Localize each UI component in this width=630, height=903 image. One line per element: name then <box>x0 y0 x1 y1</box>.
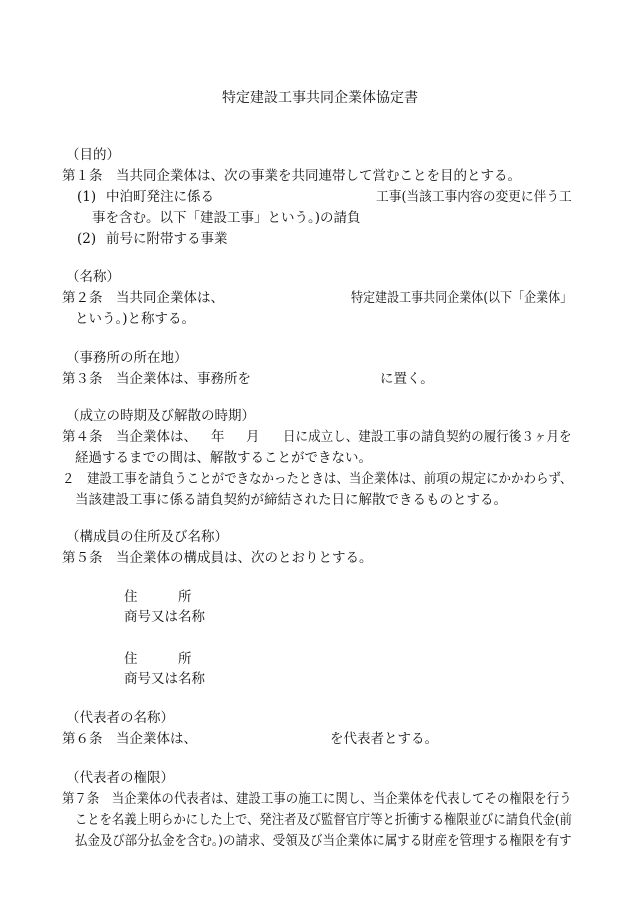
article-7-heading: （代表者の権限） <box>66 770 174 786</box>
article-4-text-left: 第４条 当企業体は、 <box>62 429 197 445</box>
article-3-heading: （事務所の所在地） <box>66 350 188 366</box>
article-4-paragraph-2-continuation: 当該建設工事に係る請負契約が締結された日に解散できるものとする。 <box>75 492 507 508</box>
article-4-paragraph-2: ２ 建設工事を請負うことができなかったときは、当企業体は、前項の規定にかかわらず、 <box>62 471 573 487</box>
member-2-name-label: 商号又は名称 <box>124 671 205 687</box>
article-2-text-left: 第２条 当共同企業体は、 <box>62 290 224 306</box>
article-6-heading: （代表者の名称） <box>66 710 174 726</box>
article-1-item-2-text: 前号に附帯する事業 <box>106 231 228 247</box>
article-5-heading: （構成員の住所及び名称） <box>66 529 228 545</box>
article-4-month: 月 <box>246 429 260 445</box>
document-title: 特定建設工事共同企業体協定書 <box>222 90 418 106</box>
article-1-item-1-text: 中泊町発注に係る <box>106 189 214 205</box>
article-1-item-1-continuation: 事を含む。以下「建設工事」という。)の請負 <box>92 210 361 226</box>
article-1-item-1-number: (1) <box>77 189 97 205</box>
article-2-continuation: という。)と称する。 <box>75 311 196 327</box>
article-5-text: 第５条 当企業体の構成員は、次のとおりとする。 <box>62 550 373 566</box>
article-6-text-right: を代表者とする。 <box>330 731 438 747</box>
member-1-address-label: 住 所 <box>124 589 192 605</box>
article-1-text: 第１条 当共同企業体は、次の事業を共同連帯して営むことを目的とする。 <box>62 168 521 184</box>
member-1-name-label: 商号又は名称 <box>124 609 205 625</box>
article-4-year: 年 <box>211 429 225 445</box>
article-2-heading: （名称） <box>66 269 120 285</box>
article-2-text-right: 特定建設工事共同企業体(以下「企業体」 <box>351 290 573 306</box>
article-1-item-2-number: (2) <box>77 231 97 247</box>
article-3-text-right: に置く。 <box>380 371 434 387</box>
article-1-heading: （目的） <box>66 147 120 163</box>
article-7-continuation-1: ことを名義上明らかにした上で、発注者及び監督官庁等と折衝する権限並びに請負代金(前 <box>75 812 572 828</box>
article-4-continuation: 経過するまでの間は、解散することができない。 <box>75 450 372 466</box>
article-3-text-left: 第３条 当企業体は、事務所を <box>62 371 251 387</box>
article-6-text-left: 第６条 当企業体は、 <box>62 731 197 747</box>
article-7-continuation-2: 払金及び部分払金を含む。)の請求、受領及び当企業体に属する財産を管理する権限を有す <box>75 833 572 849</box>
article-1-item-1-text-right: 工事(当該工事内容の変更に伴う工 <box>376 189 572 205</box>
article-4-text-right: 日に成立し、建設工事の請負契約の履行後３ヶ月を <box>283 429 572 445</box>
article-4-heading: （成立の時期及び解散の時期） <box>66 408 255 424</box>
article-7-text: 第７条 当企業体の代表者は、建設工事の施工に関し、当企業体を代表してその権限を行う <box>62 791 572 807</box>
member-2-address-label: 住 所 <box>124 651 192 667</box>
